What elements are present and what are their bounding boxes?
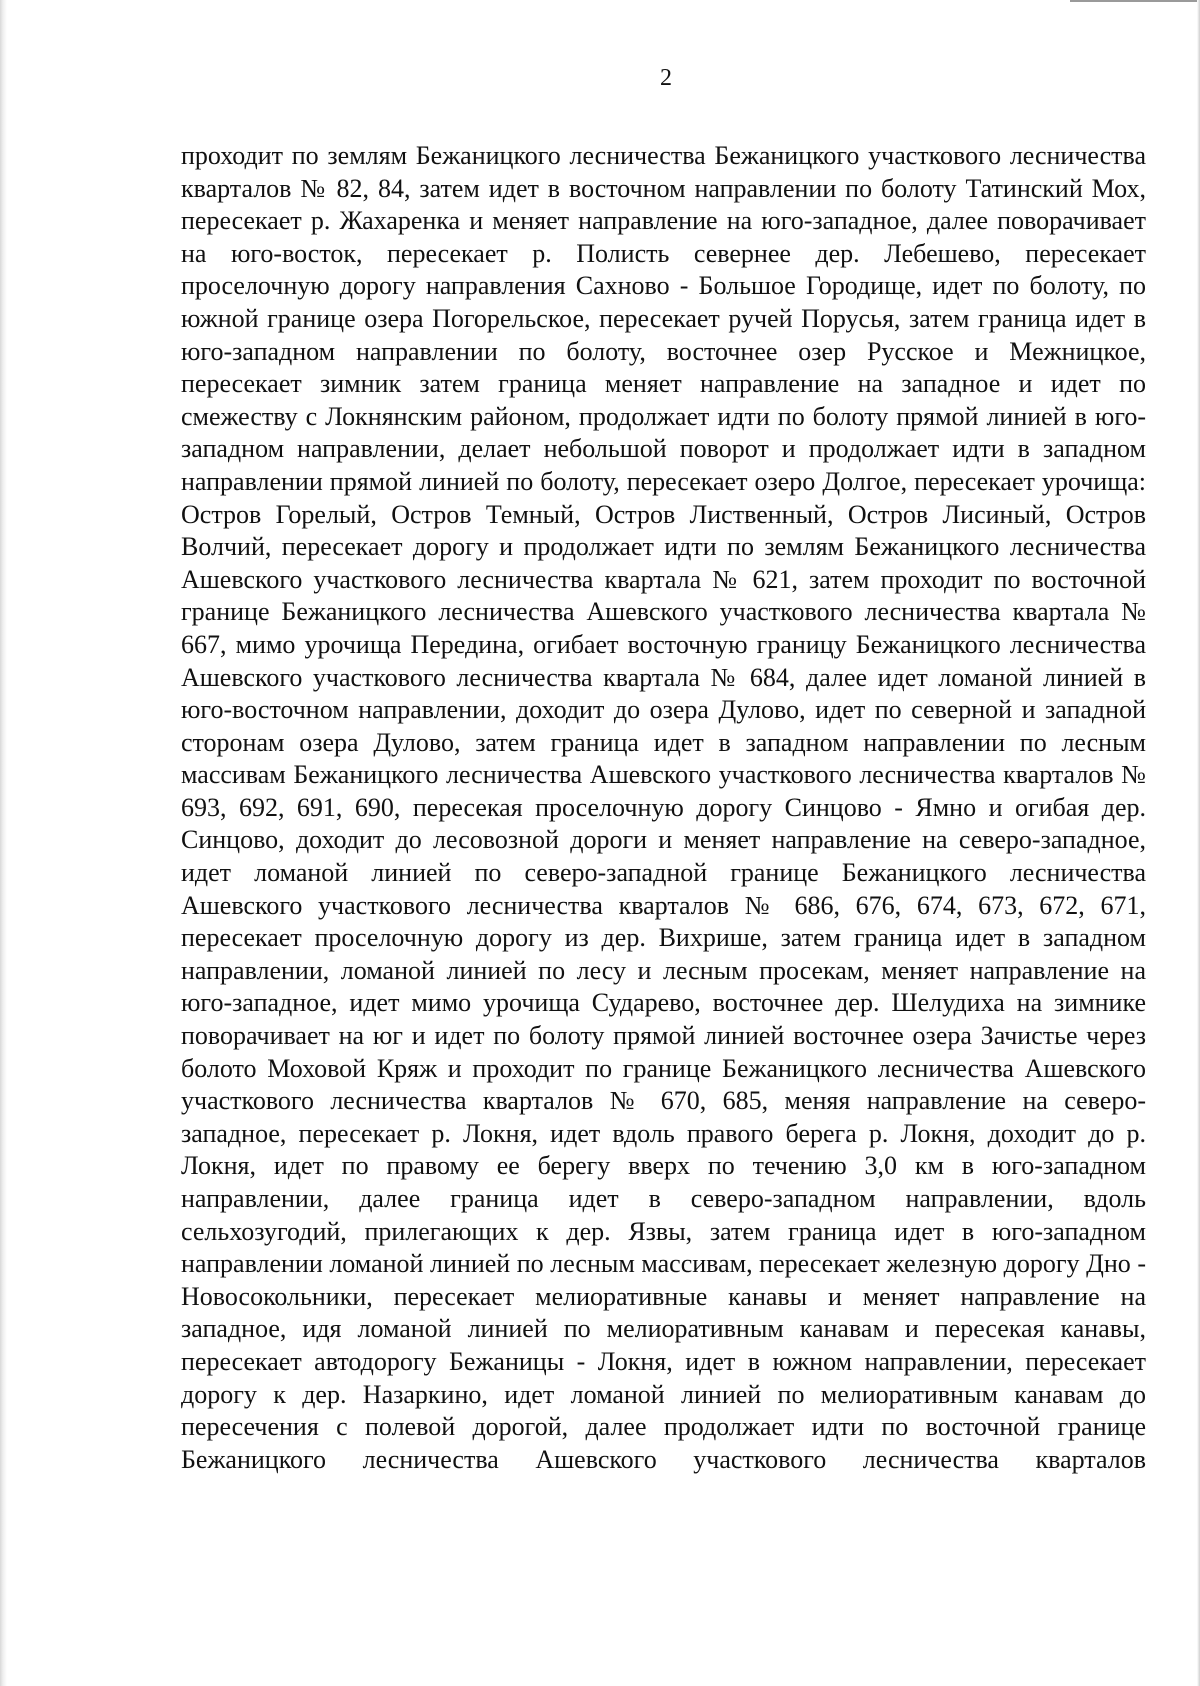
scan-top-edge-line — [1070, 0, 1200, 2]
scan-left-edge — [0, 0, 7, 1686]
body-paragraph: проходит по землям Бежаницкого лесничества Бежаницкого участкового лесничества кварталов № 82, 84, затем идет в восточном направлении по болоту Татинский Мох, пересекает р. Жахаренка и меняет направление на юго-западное, далее поворачивает на юго-восток, пересекает р. Полисть севернее дер. Лебешево, пересекает проселочную дорогу направления Сахново - Большое Городище, идет по болоту, по южной границе озера Погорельское, пересекает ручей Порусья, затем граница идет в юго-западном направлении по болоту, восточнее озер Русское и Межницкое, пересекает зимник затем граница меняет направление на западное и идет по смежеству с Локнянским районом, продолжает идти по болоту прямой линией в юго-западном направлении, делает небольшой поворот и продолжает идти в западном направлении прямой линией по болоту, пересекает озеро Долгое, пересекает урочища: Остров Горелый, Остров Темный, Остров Лиственный, Остров Лисиный, Остров Волчий, пересекает дорогу и продолжает идти по землям Бежаницкого лесничества Ашевского участкового лесничества квартала № 621, затем проходит по восточной границе Бежаницкого лесничества Ашевского участкового лесничества квартала № 667, мимо урочища Передина, огибает восточную границу Бежаницкого лесничества Ашевского участкового лесничества квартала № 684, далее идет ломаной линией в юго-восточном направлении, доходит до озера Дулово, идет по северной и западной сторонам озера Дулово, затем граница идет в западном направлении по лесным массивам Бежаницкого лесничества Ашевского участкового лесничества кварталов № 693, 692, 691, 690, пересекая проселочную дорогу Синцово - Ямно и огибая дер. Синцово, доходит до лесовозной дороги и меняет направление на северо-западное, идет ломаной линией по северо-западной границе Бежаницкого лесничества Ашевского участкового лесничества кварталов № 686, 676, 674, 673, 672, 671, пересекает проселочную дорогу из дер. Вихрише, затем граница идет в западном направлении, ломаной линией по лесу и лесным просекам, меняет направление на юго-западное, идет мимо урочища Сударево, восточнее дер. Шелудиха на зимнике поворачивает на юг и идет по болоту прямой линией восточнее озера Зачистье через болото Моховой Кряж и проходит по границе Бежаницкого лесничества Ашевского участкового лесничества кварталов № 670, 685, меняя направление на северо-западное, пересекает р. Локня, идет вдоль правого берега р. Локня, доходит до р. Локня, идет по правому ее берегу вверх по течению 3,0 км в юго-западном направлении, далее граница идет в северо-западном направлении, вдоль сельхозугодий, прилегающих к дер. Язвы, затем граница идет в юго-западном направлении ломаной линией по лесным массивам, пересекает железную дорогу Дно - Новосокольники, пересекает мелиоративные канавы и меняет направление на западное, идя ломаной линией по мелиоративным канавам и пересекая канавы, пересекает автодорогу Бежаницы - Локня, идет в южном направлении, пересекает дорогу к дер. Назаркино, идет ломаной линией по мелиоративным канавам до пересечения с полевой дорогой, далее продолжает идти по восточной границе Бежаницкого лесничества Ашевского участкового лесничества кварталов — [181, 141, 1146, 1474]
page-number: 2 — [660, 65, 672, 91]
